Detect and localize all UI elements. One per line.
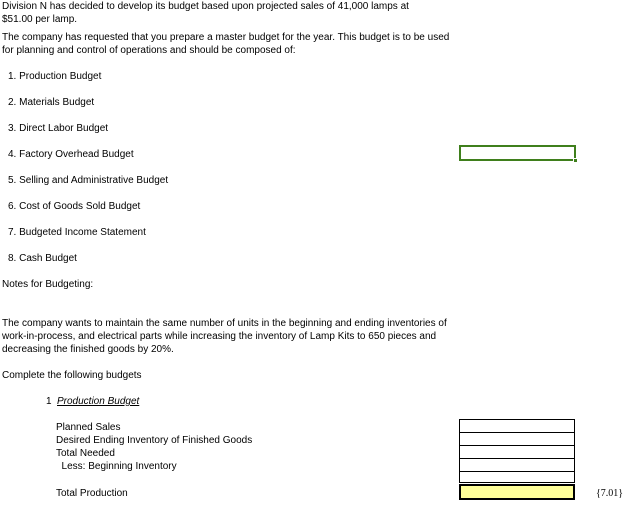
inventory-note-line-2: work-in-process, and electrical parts while increasing the inventory of Lamp Kits to 650 pieces and	[2, 331, 437, 342]
row-label-less-beginning-inventory: Less: Beginning Inventory	[56, 461, 177, 472]
notes-label: Notes for Budgeting:	[2, 279, 94, 290]
budget-list-item: 6. Cost of Goods Sold Budget	[8, 201, 141, 212]
budget-list-item: 5. Selling and Administrative Budget	[8, 175, 169, 186]
intro-line-1: Division N has decided to develop its budget based upon projected sales of 41,000 lamps at	[2, 1, 409, 12]
row-label-planned-sales: Planned Sales	[56, 422, 121, 433]
row-label-desired-ending-inventory: Desired Ending Inventory of Finished Goods	[56, 435, 253, 446]
desired-ending-inventory-input[interactable]	[459, 432, 575, 446]
budget-list-item: 1. Production Budget	[8, 71, 102, 82]
budget-list-item: 7. Budgeted Income Statement	[8, 227, 146, 238]
production-budget-number: 1	[46, 396, 52, 407]
budget-list-item: 3. Direct Labor Budget	[8, 123, 109, 134]
planned-sales-input[interactable]	[459, 419, 575, 433]
row-label-total-production: Total Production	[56, 488, 128, 499]
beginning-inventory-input[interactable]	[459, 458, 575, 472]
intro-line-2: $51.00 per lamp.	[2, 14, 78, 25]
selected-cell[interactable]	[459, 145, 576, 161]
request-line-2: for planning and control of operations and should be composed of:	[2, 45, 296, 56]
spacer-cell[interactable]	[459, 471, 575, 483]
budget-list-item: 2. Materials Budget	[8, 97, 95, 108]
complete-label: Complete the following budgets	[2, 370, 142, 381]
production-budget-title: Production Budget	[57, 396, 140, 407]
total-production-input[interactable]	[459, 484, 575, 500]
row-label-total-needed: Total Needed	[56, 448, 115, 459]
question-code: {7.01}	[596, 488, 624, 499]
request-line-1: The company has requested that you prepare a master budget for the year. This budget is to be used	[2, 32, 450, 43]
inventory-note-line-3: decreasing the finished goods by 20%.	[2, 344, 174, 355]
total-needed-input[interactable]	[459, 445, 575, 459]
inventory-note-line-1: The company wants to maintain the same number of units in the beginning and ending inventories of	[2, 318, 447, 329]
budget-list-item: 4. Factory Overhead Budget	[8, 149, 134, 160]
fill-handle[interactable]	[573, 158, 578, 163]
budget-list-item: 8. Cash Budget	[8, 253, 77, 264]
